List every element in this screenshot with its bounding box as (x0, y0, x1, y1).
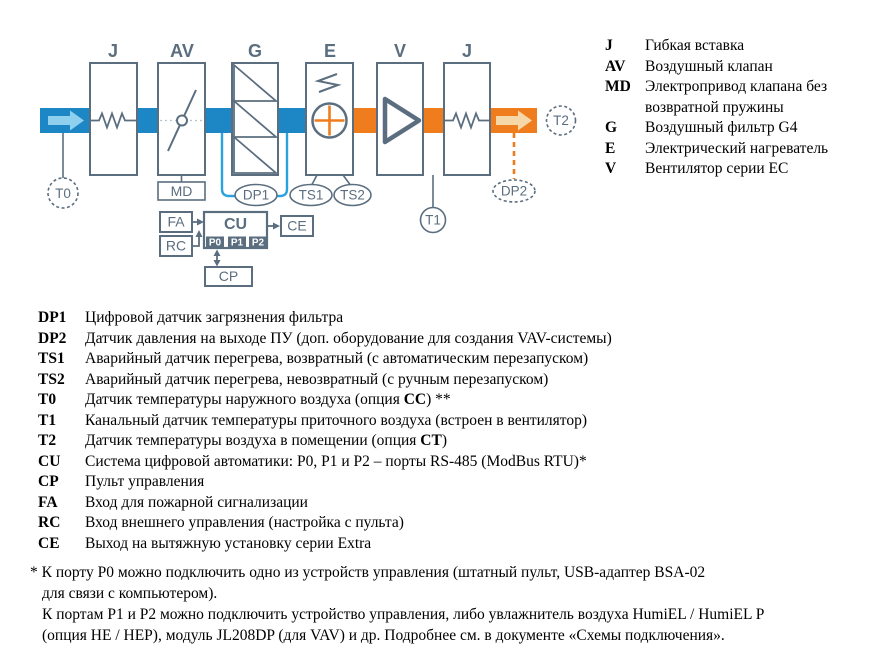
component-key: FA (38, 493, 58, 511)
label-j2: J (461, 41, 473, 61)
legend-desc: Воздушный фильтр G4 (645, 119, 798, 136)
component-key: CU (38, 452, 61, 470)
component-key: T0 (38, 391, 57, 408)
svg-text:DP1: DP1 (242, 187, 270, 203)
footnote-line: для связи с компьютером). (42, 585, 218, 602)
component-key: CP (38, 473, 59, 490)
component-desc: Канальный датчик температуры приточного воздуха (встроен в вентилятор) (85, 411, 588, 429)
footnote-line: * К порту P0 можно подключить одно из устройств управления (штатный пульт, USB-адаптер BSA-02 (30, 564, 706, 581)
svg-text:CE: CE (287, 217, 307, 234)
label-av: AV (170, 41, 194, 61)
svg-text:P1: P1 (230, 237, 244, 249)
component-desc: Аварийный датчик перегрева, невозвратный (с ручным перезапуском) (85, 370, 549, 388)
component-key: T2 (38, 432, 57, 449)
component-desc: Вход внешнего управления (настройка с пульта) (85, 514, 404, 531)
label-g: G (247, 41, 263, 61)
legend-key: E (605, 139, 616, 157)
svg-text:P2: P2 (251, 237, 265, 249)
component-key: DP2 (38, 329, 67, 347)
svg-text:RC: RC (165, 237, 187, 254)
legend-key: V (605, 160, 617, 177)
component-key: CE (38, 534, 60, 552)
svg-text:T1: T1 (425, 212, 441, 228)
sensor-t2 (547, 106, 576, 135)
component-desc: Датчик температуры наружного воздуха (опция CC) ** (85, 391, 451, 408)
sensor-ts2 (334, 185, 371, 206)
component-desc: Датчик температуры воздуха в помещении (опция CT) (85, 432, 448, 449)
cp-up-arrow-icon (214, 250, 221, 257)
svg-text:CU: CU (223, 216, 248, 233)
sensor-t0 (48, 178, 78, 208)
component-desc: Система цифровой автоматики: P0, P1 и P2 – порты RS-485 (ModBus RTU)* (85, 452, 587, 470)
component-list (38, 308, 612, 554)
flexible-insert-2-box (444, 63, 490, 175)
component-desc: Пульт управления (85, 473, 205, 490)
svg-text:P0: P0 (208, 237, 222, 249)
ce-arrow-icon (273, 223, 280, 230)
component-key: TS2 (38, 370, 65, 388)
rc-arrow-icon (196, 230, 203, 237)
label-j1: J (107, 41, 119, 61)
label-e: E (323, 41, 337, 61)
legend-desc: Воздушный клапан (645, 57, 773, 75)
actuator-md (158, 182, 205, 200)
component-key: TS1 (38, 350, 65, 367)
footnote-line: К портам P1 и P2 можно подключить устройство управления, либо увлажнитель воздуха HumiEL / HumiEL P (42, 606, 765, 623)
component-desc: Выход на вытяжную установку серии Extra (85, 534, 372, 552)
svg-text:T2: T2 (553, 113, 569, 128)
component-desc: Цифровой датчик загрязнения фильтра (85, 309, 344, 326)
sensor-dp2 (493, 180, 535, 202)
svg-text:T0: T0 (55, 186, 71, 201)
control-cluster (160, 212, 313, 286)
svg-text:TS1: TS1 (298, 187, 324, 203)
air-handling-unit-diagram (0, 0, 600, 300)
component-desc: Аварийный датчик перегрева, возвратный (с автоматическим перезапуском) (85, 350, 589, 367)
component-desc: Датчик давления на выходе ПУ (доп. оборудование для создания VAV-системы) (85, 329, 612, 347)
legend-desc: Гибкая вставка (645, 37, 745, 54)
legend-key: G (605, 119, 618, 136)
legend-desc: Вентилятор серии EC (645, 160, 789, 177)
svg-text:FA: FA (167, 213, 185, 230)
component-key: DP1 (38, 309, 67, 326)
legend-key: J (605, 37, 613, 54)
footnote-line: (опция HE / HEP), модуль JL208DP (для VAV) и др. Подробнее см. в документе «Схемы подключения». (42, 627, 725, 644)
legend-desc: Электропривод клапана без возвратной пружины (645, 78, 828, 116)
legend-desc: Электрический нагреватель (645, 139, 829, 157)
legend-key: AV (605, 57, 626, 75)
svg-text:TS2: TS2 (340, 187, 365, 203)
sensor-dp1 (235, 185, 277, 206)
cp-down-arrow-icon (214, 260, 221, 267)
sensor-ts1 (290, 185, 332, 206)
legend (605, 36, 859, 180)
label-v: V (393, 41, 407, 61)
component-desc: Вход для пожарной сигнализации (85, 493, 308, 511)
component-key: T1 (38, 411, 57, 429)
sensor-t1 (421, 208, 446, 233)
svg-text:DP2: DP2 (500, 183, 528, 199)
footnote (30, 562, 764, 646)
svg-text:CP: CP (218, 268, 239, 284)
component-key: RC (38, 514, 61, 531)
svg-text:MD: MD (170, 183, 193, 199)
legend-key: MD (605, 78, 631, 95)
